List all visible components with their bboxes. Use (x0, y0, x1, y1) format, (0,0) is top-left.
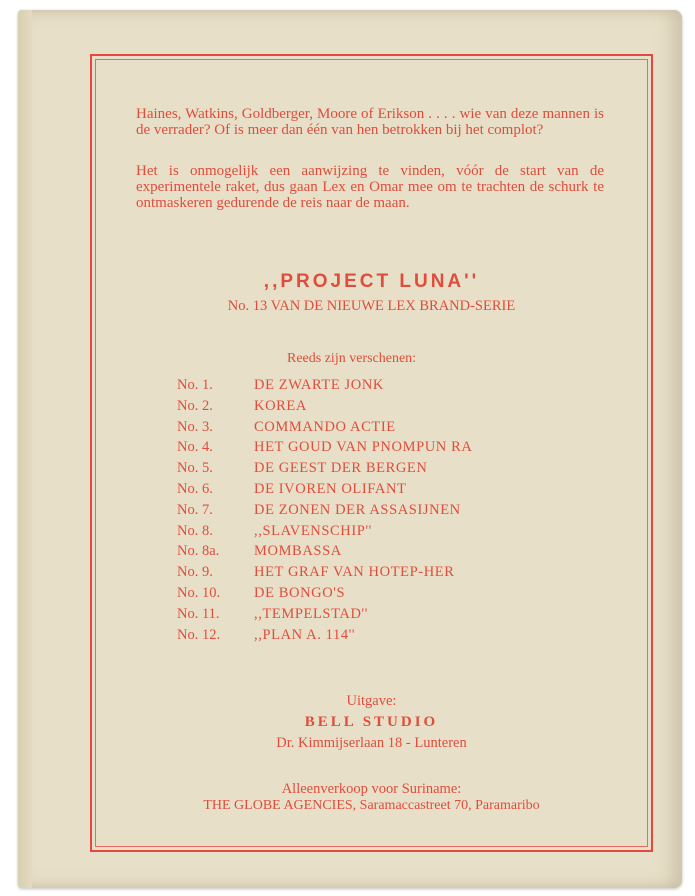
published-titles-list (177, 375, 472, 645)
list-item (177, 479, 472, 500)
distributor-name: THE GLOBE AGENCIES (203, 798, 353, 813)
list-item-number: No. 2. (177, 397, 213, 414)
series-subtitle: No. 13 VAN DE NIEUWE LEX BRAND-SERIE (227, 298, 516, 314)
list-item (177, 583, 472, 604)
list-item-title: ,,TEMPELSTAD'' (254, 605, 368, 622)
list-item (177, 541, 472, 562)
list-item-title: MOMBASSA (254, 543, 342, 560)
cover-content (92, 56, 651, 850)
list-item-number: No. 10. (177, 584, 221, 601)
list-item-number: No. 12. (177, 626, 221, 643)
list-item (177, 562, 472, 583)
list-item-title: ,,SLAVENSCHIP'' (254, 522, 372, 539)
list-item-number: No. 5. (177, 460, 213, 477)
list-item (177, 437, 472, 458)
list-item-title: DE ZWARTE JONK (254, 377, 384, 393)
list-item (177, 396, 472, 417)
blurb-paragraph-1: Haines, Watkins, Goldberger, Moore of Erikson . . . . wie van deze mannen is de verrader? Of is meer dan één van hen betrokken bij het complot? (136, 106, 604, 138)
list-item-number: No. 8a. (177, 543, 220, 560)
book-title: ,,PROJECT LUNA'' (263, 271, 480, 292)
list-item-number: No. 4. (177, 439, 213, 456)
list-item (177, 375, 472, 396)
list-item (177, 604, 472, 625)
list-item-title: HET GOUD VAN PNOMPUN RA (254, 439, 473, 456)
list-item (177, 417, 472, 438)
list-item-title: ,,PLAN A. 114'' (254, 626, 356, 643)
publisher-name: BELL STUDIO (304, 714, 439, 730)
list-item (177, 458, 472, 479)
distribution-label: Alleenverkoop voor Suriname: (281, 781, 462, 797)
red-border-frame (90, 54, 653, 852)
blurb-paragraph-2: Het is onmogelijk een aanwijzing te vinden, vóór de start van de experimentele raket, dus gaan Lex en Omar mee om te trachten de schurk te ontmaskeren gedurende de reis naar de maan. (136, 163, 604, 211)
list-item-title: COMMANDO ACTIE (254, 418, 396, 435)
list-item-title: DE BONGO'S (254, 584, 346, 601)
list-item (177, 521, 472, 542)
published-list-heading: Reeds zijn verschenen: (287, 351, 417, 366)
list-item-number: No. 9. (177, 564, 213, 581)
book-spine (18, 10, 32, 888)
list-item (177, 500, 472, 521)
list-item-number: No. 11. (177, 605, 220, 622)
list-item-title: DE ZONEN DER ASSASIJNEN (254, 501, 461, 518)
distributor-address: , Saramaccastreet 70, Paramaribo (352, 798, 540, 813)
list-item-title: KOREA (254, 397, 307, 414)
distribution-line (92, 798, 651, 814)
list-item-number: No. 8. (177, 522, 213, 539)
list-item (177, 625, 472, 646)
list-item-number: No. 3. (177, 418, 213, 435)
list-item-number: No. 1. (177, 377, 213, 393)
list-item-number: No. 7. (177, 501, 213, 518)
list-item-title: DE IVOREN OLIFANT (254, 480, 407, 497)
publisher-address: Dr. Kimmijserlaan 18 - Lunteren (276, 735, 467, 751)
book-back-cover (18, 10, 682, 888)
list-item-title: HET GRAF VAN HOTEP-HER (254, 564, 455, 581)
imprint-label: Uitgave: (346, 693, 397, 709)
list-item-title: DE GEEST DER BERGEN (254, 460, 428, 477)
list-item-number: No. 6. (177, 480, 213, 497)
